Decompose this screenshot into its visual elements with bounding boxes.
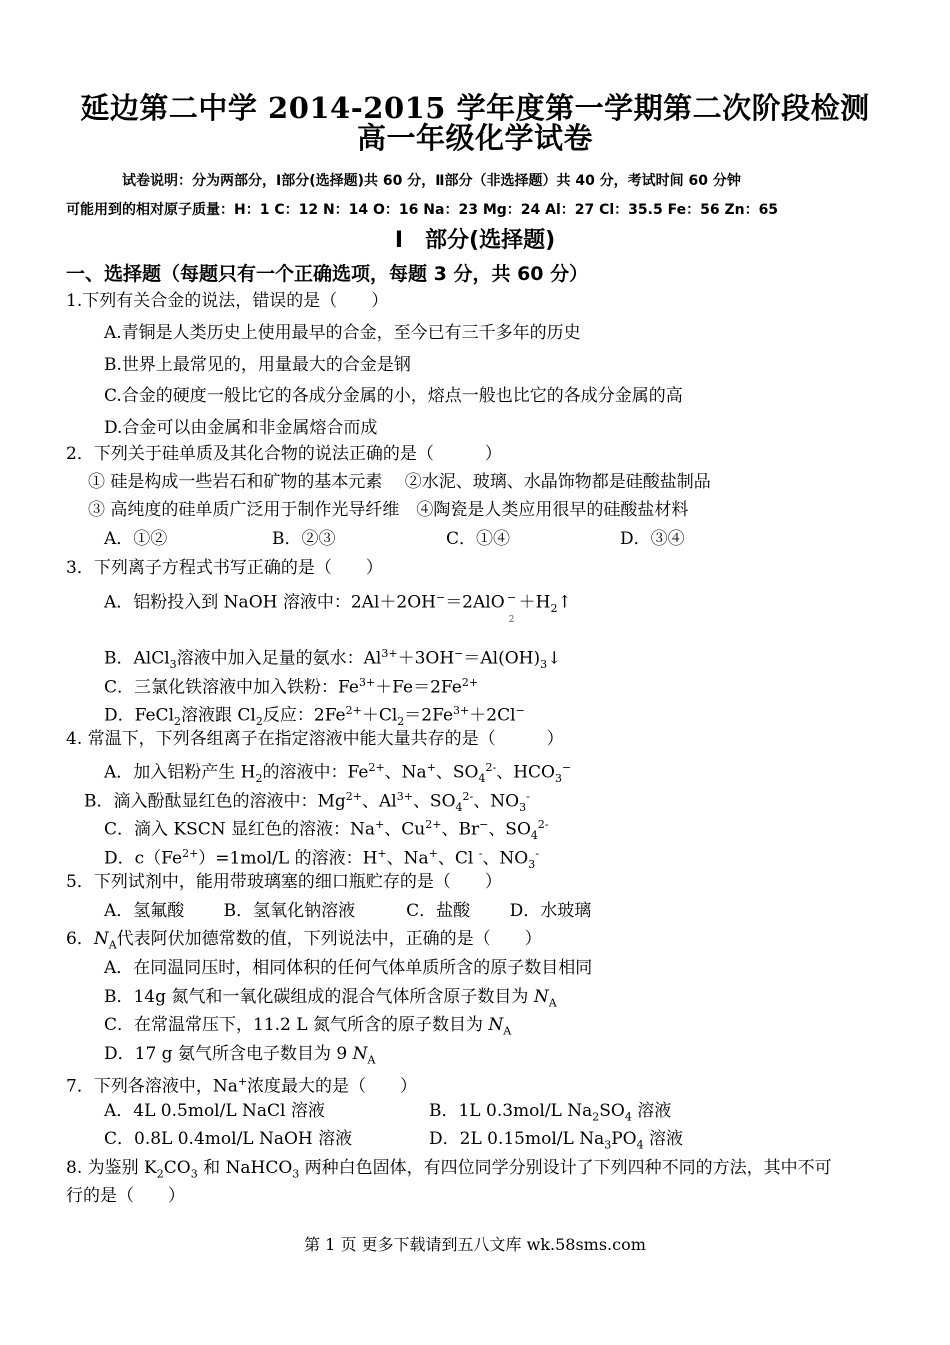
part-title: Ⅰ 部分(选择题) (394, 228, 556, 253)
question-2-statements-1: ① 硅是构成一些岩石和矿物的基本元素 ②水泥、玻璃、水晶饰物都是硅酸盐制品 (88, 472, 711, 492)
question-6-option-a: A．在同温同压时，相同体积的任何气体单质所含的原子数目相同 (104, 958, 593, 978)
question-6-option-c: C．在常温常压下，11.2 L 氮气所含的原子数目为 $N_A$ (104, 1015, 512, 1038)
question-8-line-2: 行的是（ ） (66, 1186, 185, 1206)
question-3-option-d: D．FeCl$_2$溶液跟 $Cl_2$反应：$2Fe^{2+}+Cl_2=2Fe^{3+}+2Cl^-$ (104, 704, 525, 729)
question-5: 5．下列试剂中，能用带玻璃塞的细口瓶贮存的是（ ） (66, 872, 502, 892)
question-2-statements-2: ③ 高纯度的硅单质广泛用于制作光导纤维 ④陶瓷是人类应用很早的硅酸盐材料 (88, 500, 689, 520)
question-2-option-a: A．①② (104, 529, 168, 549)
question-4-option-d: D．$c(Fe^{2+})=1mol/L$ 的溶液：H+、Na+、Cl -、$NO_3^-$ (104, 847, 539, 872)
question-6-option-b: B．14g 氮气和一氧化碳组成的混合气体所含原子数目为 $N_A$ (104, 987, 557, 1010)
question-7-option-b: B．1L 0.3mol/L $Na_2SO_4$ 溶液 (429, 1101, 672, 1124)
question-5-options: A．氢氟酸 B．氢氧化钠溶液 C．盐酸 D．水玻璃 (104, 901, 592, 921)
question-4-option-a: A．加入铝粉产生 $H_2$的溶液中：$Fe^{2+}$、Na+、$SO_4^{2-}$、$HCO_3^-$ (104, 761, 572, 786)
question-2-option-b: B．②③ (272, 529, 336, 549)
question-1-option-a: A.青铜是人类历史上使用最早的合金，至今已有三千多年的历史 (104, 323, 581, 343)
question-6: 6．$N_A$代表阿伏加德常数的值，下列说法中，正确的是（ ） (66, 929, 542, 952)
question-2-option-c: C．①④ (446, 529, 511, 549)
question-1-option-d: D.合金可以由金属和非金属熔合而成 (104, 418, 378, 438)
question-7-option-d: D．2L 0.15mol/L $Na_3PO_4$ 溶液 (429, 1129, 684, 1152)
exam-instructions: 试卷说明：分为两部分，Ⅰ部分(选择题)共 60 分，Ⅱ部分（非选择题）共 40 分，考试时间 60 分钟 (122, 173, 741, 189)
question-4-option-c: C．滴入 KSCN 显红色的溶液：Na+、$Cu^{2+}$、Br−、$SO_4^{2-}$ (104, 818, 549, 843)
question-1-option-b: B.世界上最常见的，用量最大的合金是钢 (104, 355, 411, 375)
question-4: 4. 常温下，下列各组离子在指定溶液中能大量共存的是（ ） (66, 729, 564, 749)
exam-title-line2: 高一年级化学试卷 (356, 121, 593, 155)
exam-title-line1: 延边第二中学 2014-2015 学年度第一学期第二次阶段检测 (80, 91, 870, 125)
question-1-option-c: C.合金的硬度一般比它的各成分金属的小，熔点一般也比它的各成分金属的高 (104, 386, 683, 406)
question-7-option-a: A．4L 0.5mol/L NaCl 溶液 (104, 1101, 325, 1121)
question-6-text: 代表阿伏加德常数的值，下列说法中，正确的是（ ） (116, 929, 542, 949)
question-7-option-c: C．0.8L 0.4mol/L NaOH 溶液 (104, 1129, 353, 1149)
question-2-option-d: D．③④ (620, 529, 685, 549)
question-2: 2．下列关于硅单质及其化合物的说法正确的是（ ） (66, 444, 502, 464)
question-6-option-d: D．17 g 氨气所含电子数目为 9 $N_A$ (104, 1044, 376, 1067)
atomic-masses: 可能用到的相对原子质量：H：1 C：12 N：14 O：16 Na：23 Mg：24 Al：27 Cl：35.5 Fe：56 Zn：65 (66, 202, 779, 218)
question-7: 7．下列各溶液中，Na+浓度最大的是（ ） (66, 1075, 418, 1097)
question-8: 8. 为鉴别 $K_2CO_3$ 和 NaHCO$_3$ 两种白色固体，有四位同学分别设计了下列四种不同的方法，其中不可 (66, 1158, 832, 1181)
question-4-option-b: B．滴入酚酞显红色的溶液中：$Mg^{2+}$、$Al^{3+}$、$SO_4^{2-}$、$NO_3^-$ (84, 790, 530, 815)
question-3-option-a: A．铝粉投入到 NaOH 溶液中：2Al＋2OH−＝2AlO − 2 $+H_2↑$ (104, 591, 572, 625)
question-1: 1.下列有关合金的说法，错误的是（ ） (66, 291, 389, 311)
question-3-option-b: B．AlCl$_3$溶液中加入足量的氨水：$Al^{3+}+3OH^-=Al(OH)_3↓$ (104, 647, 562, 672)
question-3: 3．下列离子方程式书写正确的是（ ） (66, 558, 383, 578)
page-footer: 第 1 页 更多下载请到五八文库 wk.58sms.com (304, 1235, 646, 1254)
section-title: 一、选择题（每题只有一个正确选项，每题 3 分，共 60 分） (66, 263, 589, 285)
question-3-option-c: C．三氯化铁溶液中加入铁粉：$Fe^{3+}+Fe=2Fe^{2+}$ (104, 676, 479, 698)
